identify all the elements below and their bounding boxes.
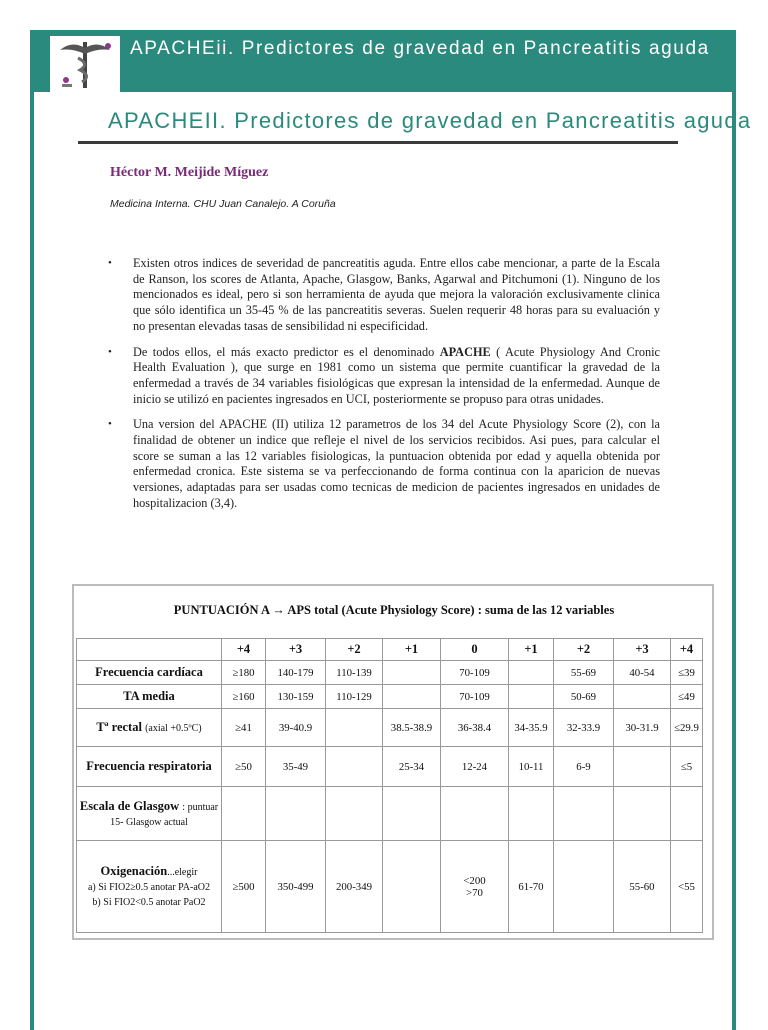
table-cell [326, 747, 383, 787]
table-cell: 350-499 [266, 841, 326, 933]
table-cell: 30-31.9 [614, 709, 671, 747]
header-cell: +1 [383, 639, 441, 661]
table-cell: 25-34 [383, 747, 441, 787]
logo [50, 36, 120, 92]
table-cell [554, 787, 614, 841]
row-label: TA media [77, 685, 222, 709]
table-cell [383, 661, 441, 685]
header-cell [77, 639, 222, 661]
table-cell: 34-35.9 [509, 709, 554, 747]
table-cell: 38.5-38.9 [383, 709, 441, 747]
list-item: • Una version del APACHE (II) utiliza 12 parametros de los 34 del Acute Physiology Score (2), con la finalidad de obtener un indice que refleje el nivel de los servicios recibidos. Asi pues, para calcular el score se suman a las 12 variables fisiologicas, la puntuacion obtenida por edad y aquella obtenida por enfermedad cronica. Este sistema se va perfeccionando de forma continua con la aparicion de nuevas versiones, adaptadas para ser usadas como tecnicas de medicion de pacientes ingresados en unidades de hospitalizacion (3,4). [108, 417, 660, 511]
table-cell: 110-129 [326, 685, 383, 709]
banner-title: APACHEii. Predictores de gravedad en Pancreatitis aguda [130, 38, 710, 59]
table-cell [383, 841, 441, 933]
author-name: Héctor M. Meijide Míguez [110, 165, 269, 180]
page-title: APACHEII. Predictores de gravedad en Pancreatitis aguda [108, 108, 752, 133]
list-item: • Existen otros indices de severidad de pancreatitis aguda. Entre ellos cabe mencionar, a parte de la Escala de Ranson, los scores de Atlanta, Apache, Glasgow, Banks, Agarwal and Pitchumoni (1). Ninguno de los mencionados es ideal, pero si son herramienta de ayuda que mejora la valoración exclusivamente clinica que sólo identifica un 35-45 % de las pancreatitis severas. Suelen requerir 48 horas para su evaluación y no presentan elevadas tasas de sensibilidad ni especificidad. [108, 256, 660, 335]
header-cell: +4 [671, 639, 703, 661]
bullet-list [108, 256, 660, 522]
table-row [77, 841, 703, 933]
table-cell [326, 709, 383, 747]
table-cell: ≤49 [671, 685, 703, 709]
row-label: Frecuencia respiratoria [77, 747, 222, 787]
table-cell: 36-38.4 [441, 709, 509, 747]
table-cell: 40-54 [614, 661, 671, 685]
table-cell: 55-69 [554, 661, 614, 685]
table-row [77, 787, 703, 841]
table-cell: 61-70 [509, 841, 554, 933]
table-row [77, 747, 703, 787]
table-cell [383, 685, 441, 709]
header-cell: +2 [554, 639, 614, 661]
table-cell: ≤29.9 [671, 709, 703, 747]
table-cell: 70-109 [441, 685, 509, 709]
table-cell: <200 >70 [441, 841, 509, 933]
table-cell: 12-24 [441, 747, 509, 787]
table-cell: 55-60 [614, 841, 671, 933]
table-cell: 10-11 [509, 747, 554, 787]
table-cell [554, 841, 614, 933]
header-cell: +3 [266, 639, 326, 661]
row-label: Tª rectal (axial +0.5ºC) [77, 709, 222, 747]
row-label: Oxigenación...elegir a) Si FIO2≥0.5 anotar PA-aO2 b) Si FIO2<0.5 anotar PaO2 [77, 841, 222, 933]
table-cell [614, 787, 671, 841]
table-cell: ≤5 [671, 747, 703, 787]
table-cell: ≥500 [222, 841, 266, 933]
header-cell: +3 [614, 639, 671, 661]
header-cell: +1 [509, 639, 554, 661]
table-cell: 35-49 [266, 747, 326, 787]
table-cell: 110-139 [326, 661, 383, 685]
table-cell: 39-40.9 [266, 709, 326, 747]
table-caption: PUNTUACIÓN A → APS total (Acute Physiology Score) : suma de las 12 variables [173, 603, 615, 617]
author-affiliation: Medicina Interna. CHU Juan Canalejo. A Coruña [110, 198, 336, 210]
header-cell: +4 [222, 639, 266, 661]
table-cell: 70-109 [441, 661, 509, 685]
table-cell [614, 685, 671, 709]
table-cell [266, 787, 326, 841]
table-row [77, 709, 703, 747]
table-cell: <55 [671, 841, 703, 933]
caduceus-logo-icon [50, 36, 120, 92]
table-cell [509, 787, 554, 841]
table-cell [509, 661, 554, 685]
table-cell [326, 787, 383, 841]
header-cell: +2 [326, 639, 383, 661]
table-cell: ≤39 [671, 661, 703, 685]
table-cell [614, 747, 671, 787]
table-cell: 6-9 [554, 747, 614, 787]
table-cell: 130-159 [266, 685, 326, 709]
table-cell: ≥160 [222, 685, 266, 709]
row-label: Escala de Glasgow : puntuar 15- Glasgow actual [77, 787, 222, 841]
table-cell: ≥41 [222, 709, 266, 747]
title-divider [78, 141, 678, 144]
table-cell [441, 787, 509, 841]
table-cell: 32-33.9 [554, 709, 614, 747]
table-cell [671, 787, 703, 841]
table-row [77, 685, 703, 709]
list-item: • De todos ellos, el más exacto predictor es el denominado APACHE ( Acute Physiology And Cronic Health Evaluation ), que surge en 1981 como un sistema que permite cuantificar la gravedad de la enfermedad a través de 34 variables fisiológicas que expresan la intensidad de la enfermedad. Aunque de inicio se utilizó en pacientes ingresados en UCI, posteriormente se propuso para otras unidades. [108, 345, 660, 408]
header-cell: 0 [441, 639, 509, 661]
table-header-row [77, 639, 703, 661]
table-cell [509, 685, 554, 709]
table-cell: ≥180 [222, 661, 266, 685]
table-cell [383, 787, 441, 841]
row-label: Frecuencia cardíaca [77, 661, 222, 685]
table-cell: ≥50 [222, 747, 266, 787]
apache-score-table [76, 638, 703, 933]
table-row [77, 661, 703, 685]
table-cell: 200-349 [326, 841, 383, 933]
table-cell: 140-179 [266, 661, 326, 685]
table-cell: 50-69 [554, 685, 614, 709]
table-cell [222, 787, 266, 841]
